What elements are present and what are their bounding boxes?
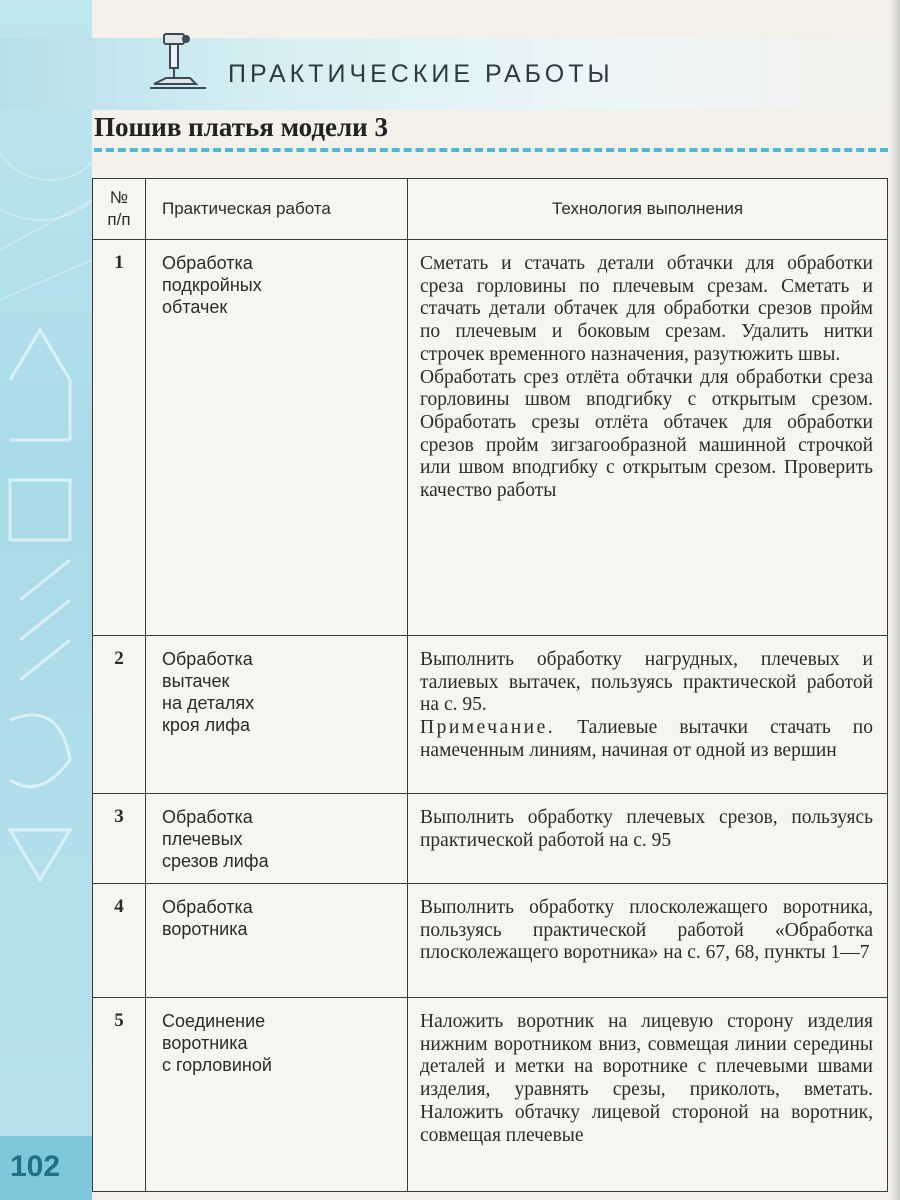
work-line: обтачек (162, 297, 228, 317)
row-technology (408, 998, 888, 1192)
row-number: 5 (93, 998, 146, 1192)
row-number: 1 (93, 240, 146, 636)
work-line: вытачек (162, 671, 230, 691)
row-work (146, 636, 408, 794)
tech-paragraph: Сметать и стачать детали обтачки для обработки среза горловины по плечевым срезам. Сметать и стачать детали обтачек для обработки срезов пройм по плечевым и боковым срезам. Удалить нитки строчек временного назначения, разутюжить швы. (420, 253, 873, 365)
work-line: на деталях (162, 693, 255, 713)
header-number-abbr: п/п (107, 210, 131, 229)
table-row (93, 636, 888, 794)
work-line: воротника (162, 919, 248, 939)
work-line: Обработка (162, 253, 253, 273)
row-number: 2 (93, 636, 146, 794)
row-number: 3 (93, 794, 146, 884)
row-work (146, 794, 408, 884)
table-row (93, 794, 888, 884)
sewing-machine-icon (140, 30, 212, 92)
note-label: Примечание. (420, 717, 556, 739)
work-line: Обработка (162, 649, 253, 669)
tech-paragraph: Обработать срез отлёта обтачки для обработки среза горловины швом вподгибку с открытым срезом. Обработать срезы отлёта обтачек для обработки срезов пройм зигзагообразной машинной строчкой или швом вподгибку с открытым срезом. Проверить качество работы (420, 366, 873, 502)
tech-paragraph: Выполнить обработку плечевых срезов, пользуясь практической работой на с. 95 (420, 807, 873, 851)
row-work (146, 998, 408, 1192)
table-row (93, 240, 888, 636)
work-line: срезов лифа (162, 851, 269, 871)
row-work (146, 240, 408, 636)
work-line: Соединение (162, 1011, 266, 1031)
work-line: Обработка (162, 897, 253, 917)
header-number-sign: № (109, 188, 129, 207)
row-number: 4 (93, 884, 146, 998)
row-technology (408, 240, 888, 636)
table-row (93, 998, 888, 1192)
work-line: воротника (162, 1033, 248, 1053)
tech-paragraph: Выполнить обработку нагрудных, плечевых и талиевых вытачек, пользуясь практической работой на с. 95. (420, 649, 873, 716)
page-number: 102 (10, 1150, 61, 1183)
page-edge-shadow (890, 0, 900, 1200)
note-text: Талиевые вытачки стачать по намеченным линиям, начиная от одной из вершин (420, 717, 873, 761)
decorative-pattern (0, 0, 92, 1200)
practical-works-table (92, 178, 888, 1192)
work-line: кроя лифа (162, 715, 251, 735)
page-title: Пошив платья модели 3 (94, 112, 388, 142)
row-technology (408, 636, 888, 794)
tech-paragraph: Наложить воротник на лицевую сторону изделия нижним воротником вниз, совмещая линии середины деталей и метки на воротнике с плечевыми швами изделия, уравнять срезы, приколоть, вметать. Наложить обтачку лицевой стороной на воротник, совмещая плечевые (420, 1011, 873, 1146)
section-title: ПРАКТИЧЕСКИЕ РАБОТЫ (228, 60, 614, 88)
left-decorative-band (0, 0, 92, 1200)
row-technology (408, 884, 888, 998)
work-line: подкройных (162, 275, 262, 295)
tech-note (420, 717, 873, 762)
tech-paragraph: Выполнить обработку плосколежащего воротника, пользуясь практической работой «Обработка плосколежащего воротника» на с. 67, 68, пункты 1—7 (420, 897, 873, 964)
title-divider (94, 148, 888, 152)
work-line: Обработка (162, 807, 253, 827)
header-number (93, 179, 146, 240)
table-header-row (93, 179, 888, 240)
row-technology (408, 794, 888, 884)
header-work: Практическая работа (146, 179, 408, 240)
table-row (93, 884, 888, 998)
row-work (146, 884, 408, 998)
header-technology: Технология выполнения (408, 179, 888, 240)
work-line: плечевых (162, 829, 243, 849)
work-line: с горловиной (162, 1055, 272, 1075)
